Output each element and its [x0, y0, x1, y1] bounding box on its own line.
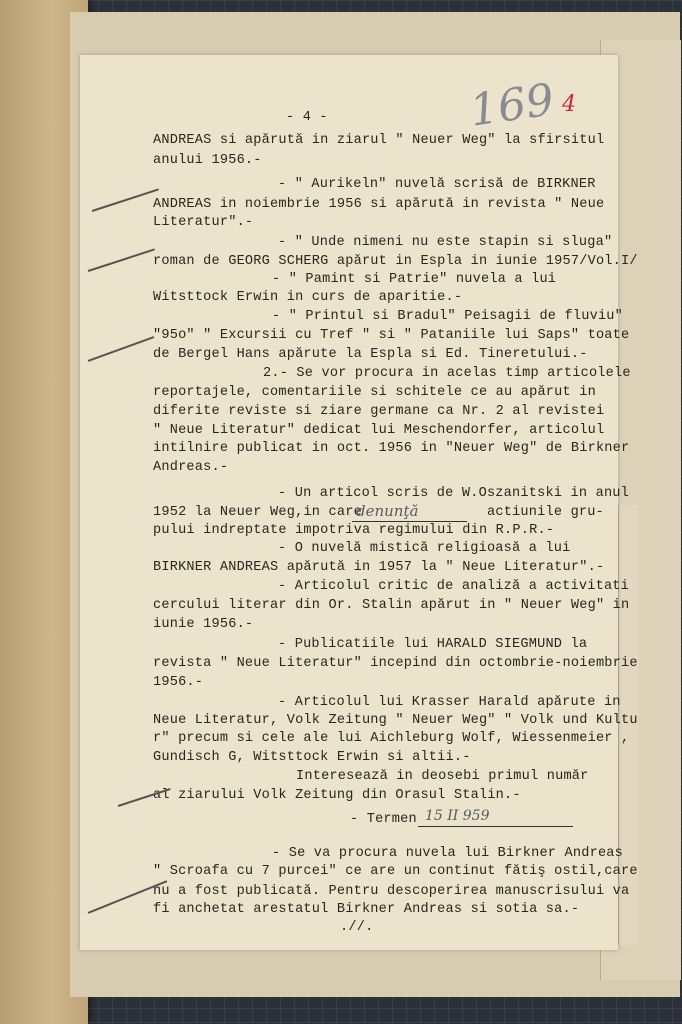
text-line: 1952 la Neuer Weg,in care	[153, 505, 362, 520]
text-line: Neue Literatur, Volk Zeitung " Neuer Weg" " Volk und Kultu	[153, 713, 638, 728]
text-line: - Un articol scris de W.Oszanitski in anul	[278, 486, 630, 501]
text-line: cercului literar din Or. Stalin apărut in " Neuer Weg" in	[153, 598, 630, 613]
text-line: BIRKNER ANDREAS apărută in 1957 la " Neue Literatur".-	[153, 560, 605, 575]
text-line: - O nuvelă mistică religioasă a lui	[278, 541, 571, 556]
text-line: fi anchetat arestatul Birkner Andreas si sotia sa.-	[153, 902, 580, 917]
text-line: ANDREAS in noiembrie 1956 si apărută in revista " Neue	[153, 197, 605, 212]
text-line: - " Printul si Bradul" Peisagii de fluviu"	[272, 309, 624, 324]
text-line: actiunile gru-	[487, 505, 605, 520]
handwritten-deadline: 15 II 959	[425, 808, 490, 824]
deadline-underline	[418, 826, 573, 827]
text-line: nu a fost publicată. Pentru descoperirea manuscrisului va	[153, 884, 630, 899]
blank-underline	[352, 521, 467, 522]
text-line: - " Aurikeln" nuvelă scrisă de BIRKNER	[278, 177, 596, 192]
text-line: Gundisch G, Witsttock Erwin si altii.-	[153, 750, 471, 765]
text-line: "95o" " Excursii cu Tref " si " Pataniile lui Saps" toate	[153, 328, 630, 343]
text-line: roman de GEORG SCHERG apărut in Espla in iunie 1957/Vol.I/	[153, 254, 638, 269]
text-line: - " Unde nimeni nu este stapin si sluga"	[278, 235, 613, 250]
folio-number-pencil: 169	[466, 74, 558, 137]
text-line: - Articolul lui Krasser Harald apărute in	[278, 695, 621, 710]
text-line: ANDREAS si apărută in ziarul " Neuer Weg" la sfirsitul	[153, 133, 605, 148]
text-line: reportajele, comentariile si schitele ce au apărut in	[153, 385, 596, 400]
text-line: " Scroafa cu 7 purcei" ce are un continut fătiş ostil,care	[153, 864, 638, 879]
text-line: r" precum si cele ale lui Aichleburg Wolf, Wiessenmeier ,	[153, 731, 630, 746]
text-line: - Publicatiile lui HARALD SIEGMUND la	[278, 637, 588, 652]
deadline-label: - Termen	[350, 812, 417, 827]
handwritten-blank-fill: denunţă	[356, 502, 419, 520]
text-line: de Bergel Hans apărute la Espla si Ed. Tineretului.-	[153, 347, 588, 362]
text-line: anului 1956.-	[153, 153, 262, 168]
text-line: 1956.-	[153, 675, 204, 690]
text-line: - Articolul critic de analiză a activitati	[278, 579, 630, 594]
end-mark: .//.	[340, 920, 374, 935]
text-line: Literatur".-	[153, 215, 254, 230]
text-line: - " Pamint si Patrie" nuvela a lui	[272, 272, 557, 287]
text-line: intilnire publicat in oct. 1956 in "Neuer Weg" de Birkner	[153, 441, 630, 456]
folio-number-red: 4	[562, 92, 576, 117]
text-line: 2.- Se vor procura in acelas timp articolele	[263, 366, 631, 381]
text-line: al ziarului Volk Zeitung din Orasul Stalin.-	[153, 788, 521, 803]
text-line: iunie 1956.-	[153, 617, 254, 632]
text-line: - Se va procura nuvela lui Birkner Andreas	[272, 846, 624, 861]
text-line: Interesează in deosebi primul număr	[296, 769, 589, 784]
text-line: diferite reviste si ziare germane ca Nr. 2 al revistei	[153, 404, 605, 419]
text-line: Witsttock Erwin in curs de aparitie.-	[153, 290, 463, 305]
page-number: - 4 -	[286, 110, 328, 125]
text-line: revista " Neue Literatur" incepind din octombrie-noiembrie	[153, 656, 638, 671]
text-line: pului indreptate impotriva regimului din R.P.R.-	[153, 523, 555, 538]
text-line: Andreas.-	[153, 460, 229, 475]
text-line: " Neue Literatur" dedicat lui Meschendorfer, articolul	[153, 423, 605, 438]
